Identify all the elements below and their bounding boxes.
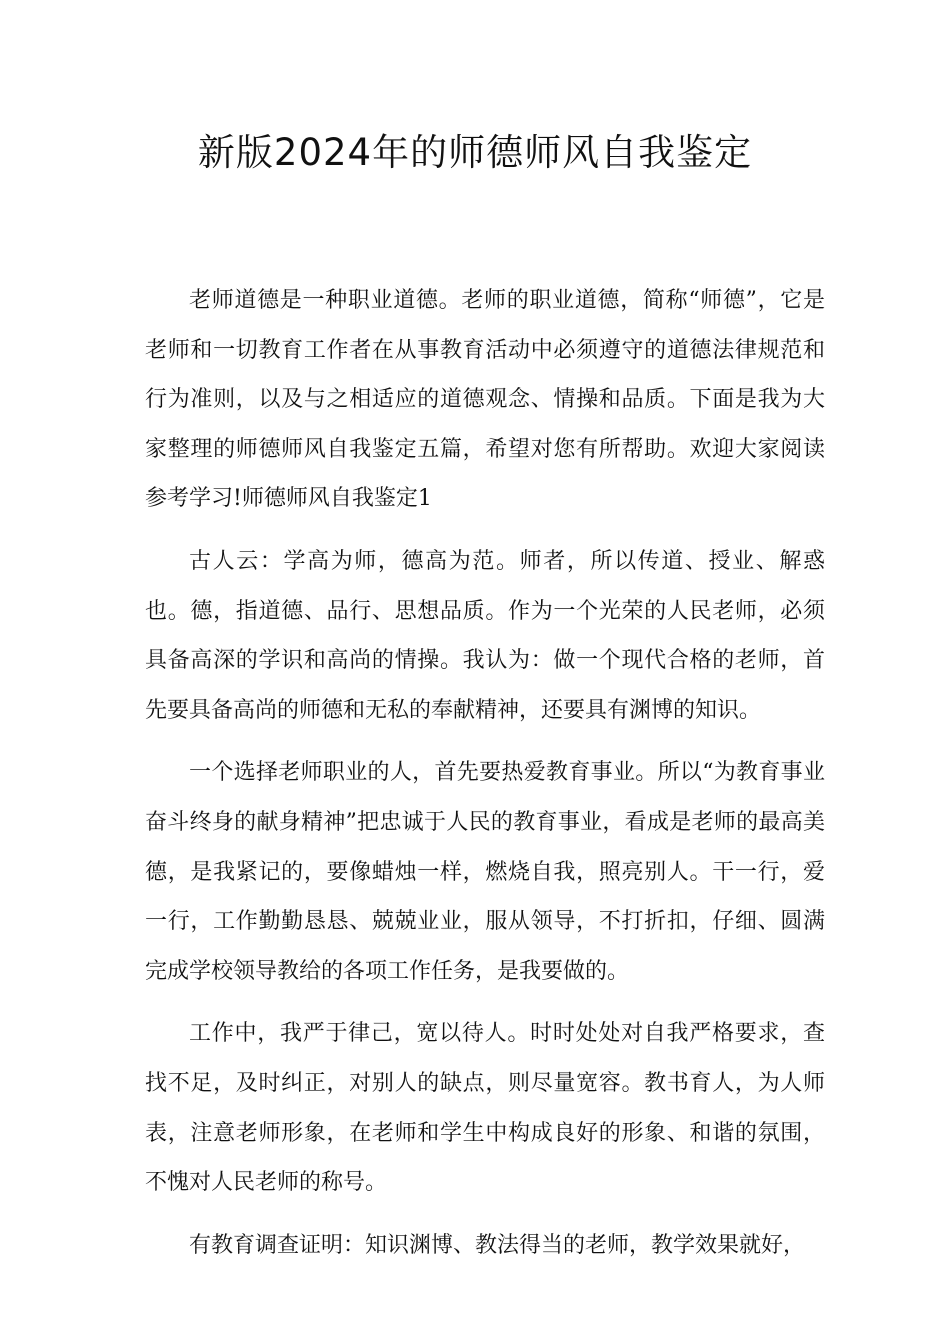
document-body	[145, 276, 825, 1283]
document-title: 新版2024年的师德师风自我鉴定	[197, 131, 753, 174]
paragraph-2: 古人云：学高为师，德高为范。师者，所以传道、授业、解惑也。德，指道德、品行、思想品质。作为一个光荣的人民老师，必须具备高深的学识和高尚的情操。我认为：做一个现代合格的老师，首先要具备高尚的师德和无私的奉献精神，还要具有渊博的知识。	[145, 548, 825, 723]
paragraph-intro: 老师道德是一种职业道德。老师的职业道德，简称“师德”，它是老师和一切教育工作者在从事教育活动中必须遵守的道德法律规范和行为准则，以及与之相适应的道德观念、情操和品质。下面是我为大家整理的师德师风自我鉴定五篇，希望对您有所帮助。欢迎大家阅读参考学习!师德师风自我鉴定1	[145, 288, 825, 512]
paragraph-5: 有教育调查证明：知识渊博、教法得当的老师，教学效果就好，	[189, 1232, 806, 1258]
paragraph-4: 工作中，我严于律己，宽以待人。时时处处对自我严格要求，查找不足，及时纠正，对别人的缺点，则尽量宽容。教书育人，为人师表，注意老师形象，在老师和学生中构成良好的形象、和谐的氛围，不愧对人民老师的称号。	[145, 1021, 825, 1196]
paragraph-3: 一个选择老师职业的人，首先要热爱教育事业。所以“为教育事业奋斗终身的献身精神”把忠诚于人民的教育事业，看成是老师的最高美德，是我紧记的，要像蜡烛一样，燃烧自我，照亮别人。干一行，爱一行，工作勤勤恳恳、兢兢业业，服从领导，不打折扣，仔细、圆满完成学校领导教给的各项工作任务，是我要做的。	[145, 760, 825, 984]
